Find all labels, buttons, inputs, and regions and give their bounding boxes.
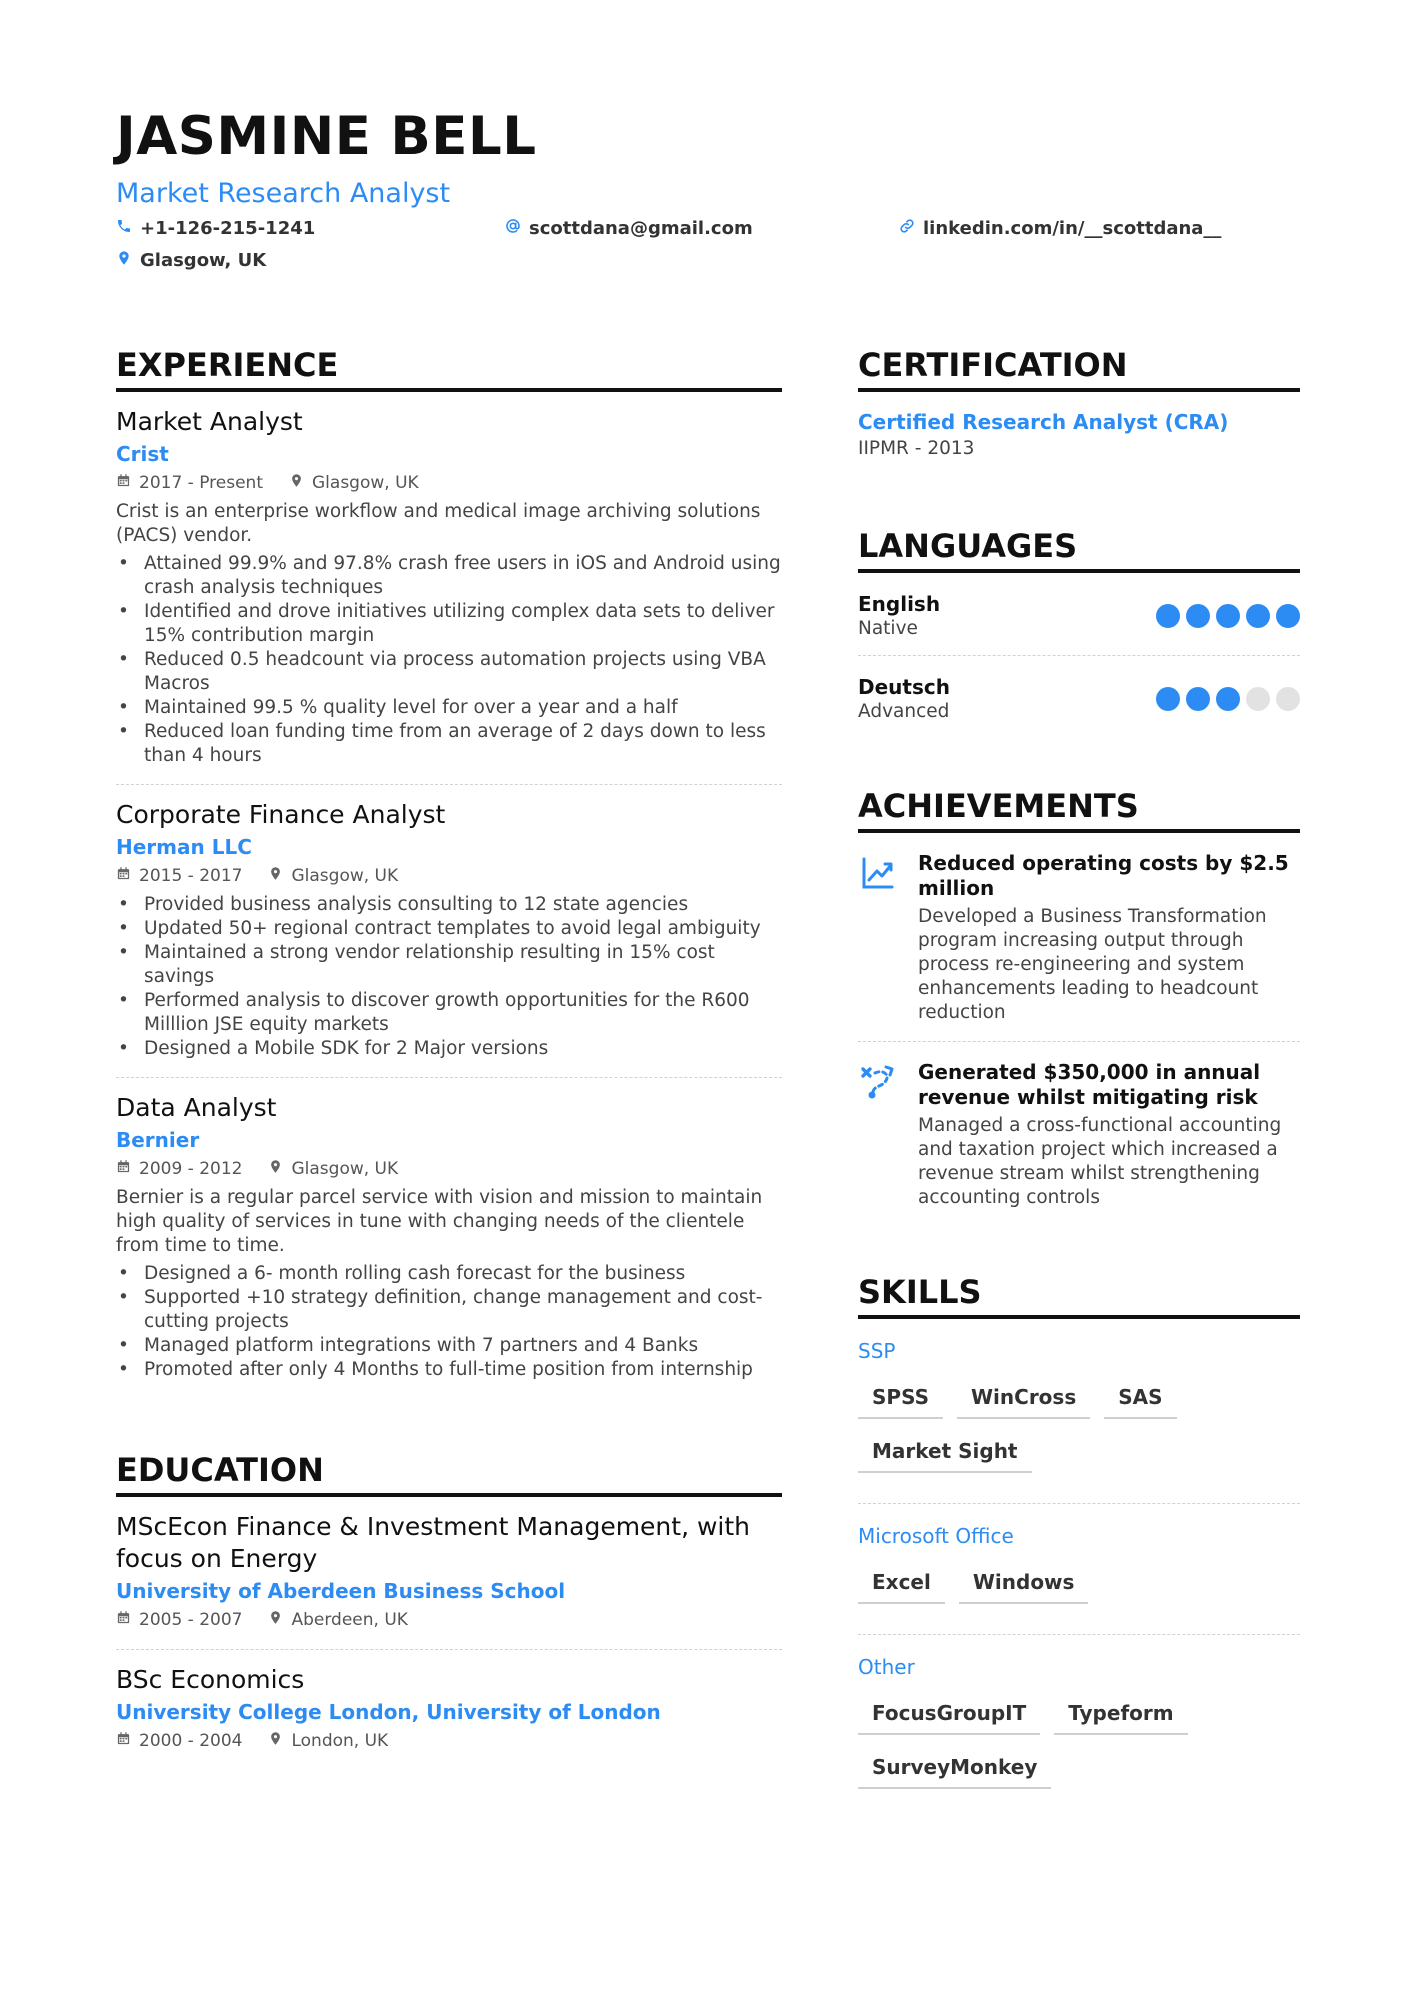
language-level: Native [858,618,918,639]
job-location: Glasgow, UK [312,473,419,493]
skills-heading: SKILLS [858,1272,1300,1319]
bullet-item: • Managed platform integrations with 7 partners and 4 Banks [116,1334,782,1358]
experience-item [116,785,782,1078]
location-pin-icon [268,863,283,889]
language-item [858,573,1300,656]
bullet-item: • Updated 50+ regional contract templates to avoid legal ambiguity [116,917,782,941]
skill-group [858,1635,1300,1819]
education-dates: 2000 - 2004 [139,1731,243,1751]
job-title: Market Analyst [116,407,303,436]
rating-dot-empty [1246,687,1270,711]
experience-heading: EXPERIENCE [116,345,782,392]
bullet-item: • Reduced 0.5 headcount via process automation projects using VBA Macros [116,648,782,696]
achievement-description: Developed a Business Transformation program increasing output through process re-engineering and system enhancements leading to headcount reduction [918,906,1267,1023]
language-rating [1156,687,1300,711]
skill-tags [858,1562,1300,1616]
candidate-name: JASMINE BELL [116,106,537,167]
skill-tag: Typeform [1054,1693,1187,1735]
phone-icon [116,218,132,239]
skill-tag: SurveyMonkey [858,1747,1051,1789]
bullet-item: • Maintained 99.5 % quality level for over a year and a half [116,696,782,720]
rating-dot-filled [1156,687,1180,711]
calendar-icon [116,470,131,496]
education-item [116,1497,782,1650]
job-dates: 2017 - Present [139,473,263,493]
language-name: English [858,592,941,616]
location-pin-icon [268,1156,283,1182]
job-dates: 2009 - 2012 [139,1159,243,1179]
job-bullets [116,893,782,1061]
skill-tags [858,1377,1300,1485]
degree-title: MScEcon Finance & Investment Management, with focus on Energy [116,1512,751,1573]
skill-tags [858,1693,1300,1801]
degree-title: BSc Economics [116,1665,305,1694]
job-location: Glasgow, UK [291,1159,399,1179]
experience-item [116,1078,782,1398]
education-meta [116,1607,782,1633]
bullet-item: • Identified and drove initiatives utilizing complex data sets to deliver 15% contribution margin [116,600,782,648]
linkedin-text: linkedin.com/in/__scottdana__ [923,218,1222,239]
achievement-item [858,1042,1300,1226]
calendar-icon [116,1728,131,1754]
skill-tag: Excel [858,1562,945,1604]
education-item [116,1650,782,1770]
education-dates: 2005 - 2007 [139,1610,243,1630]
achievements-heading: ACHIEVEMENTS [858,786,1300,833]
skill-category: SSP [858,1339,896,1363]
experience-item [116,392,782,785]
skill-tag: WinCross [957,1377,1090,1419]
location-pin-icon [289,470,304,496]
bullet-item: • Supported +10 strategy definition, change management and cost-cutting projects [116,1286,782,1334]
location-text: Glasgow, UK [140,250,267,271]
location-pin-icon [268,1607,283,1633]
company-description: Bernier is a regular parcel service with vision and mission to maintain high quality of services in tune with changing needs of the clientele from time to time. [116,1187,763,1256]
left-column [116,345,782,1770]
email-text: scottdana@gmail.com [529,218,753,239]
candidate-title: Market Research Analyst [116,178,451,209]
achievement-title: Generated $350,000 in annual revenue whilst mitigating risk [918,1060,1261,1109]
job-meta [116,863,782,889]
at-icon [505,218,521,239]
bullet-item: • Reduced loan funding time from an average of 2 days down to less than 4 hours [116,720,782,768]
skill-tag: Market Sight [858,1431,1032,1473]
phone-text: +1-126-215-1241 [140,218,316,239]
link-icon [899,218,915,239]
rating-dot-filled [1246,604,1270,628]
contact-location [116,250,266,271]
bullet-item: • Maintained a strong vendor relationship resulting in 15% cost savings [116,941,782,989]
company-description: Crist is an enterprise workflow and medical image archiving solutions (PACS) vendor. [116,501,761,546]
education-heading: EDUCATION [116,1450,782,1497]
bullet-item: • Provided business analysis consulting to 12 state agencies [116,893,782,917]
school-name: University College London, University of London [116,1700,661,1724]
skill-category: Other [858,1655,915,1679]
education-location: London, UK [291,1731,389,1751]
skill-group [858,1319,1300,1504]
job-dates: 2015 - 2017 [139,866,243,886]
skill-tag: FocusGroupIT [858,1693,1040,1735]
job-meta [116,1156,782,1182]
achievement-title: Reduced operating costs by $2.5 million [918,851,1289,900]
job-meta [116,470,782,496]
rating-dot-filled [1186,604,1210,628]
language-rating [1156,604,1300,628]
achievement-description: Managed a cross-functional accounting and taxation project which increased a revenue stream whilst strengthening accounting controls [918,1115,1282,1208]
bullet-item: • Attained 99.9% and 97.8% crash free users in iOS and Android using crash analysis techniques [116,552,782,600]
calendar-icon [116,1607,131,1633]
company-name: Herman LLC [116,835,252,859]
certification-heading: CERTIFICATION [858,345,1300,392]
contact-info [116,218,1306,288]
company-name: Crist [116,442,169,466]
languages-heading: LANGUAGES [858,526,1300,573]
bullet-item: • Promoted after only 4 Months to full-time position from internship [116,1358,782,1382]
education-location: Aberdeen, UK [291,1610,408,1630]
contact-phone [116,218,315,239]
skill-tag: SAS [1104,1377,1176,1419]
location-pin-icon [268,1728,283,1754]
certification-name: Certified Research Analyst (CRA) [858,410,1229,434]
rating-dot-filled [1216,604,1240,628]
skill-category: Microsoft Office [858,1524,1014,1548]
job-title: Data Analyst [116,1093,277,1122]
route-icon [858,1060,904,1210]
certification-issuer: IIPMR - 2013 [858,438,975,459]
job-title: Corporate Finance Analyst [116,800,446,829]
skill-group [858,1504,1300,1635]
certification-item [858,392,1300,462]
calendar-icon [116,863,131,889]
bullet-item: • Designed a 6- month rolling cash forecast for the business [116,1262,782,1286]
school-name: University of Aberdeen Business School [116,1579,566,1603]
skill-tag: Windows [959,1562,1089,1604]
education-meta [116,1728,782,1754]
skill-tag: SPSS [858,1377,943,1419]
company-name: Bernier [116,1128,200,1152]
contact-linkedin[interactable] [899,218,1221,239]
trending-up-icon [858,851,904,1025]
rating-dot-filled [1276,604,1300,628]
rating-dot-filled [1186,687,1210,711]
job-bullets [116,552,782,768]
rating-dot-filled [1156,604,1180,628]
calendar-icon [116,1156,131,1182]
job-bullets [116,1262,782,1382]
rating-dot-empty [1276,687,1300,711]
bullet-item: • Designed a Mobile SDK for 2 Major versions [116,1037,782,1061]
job-location: Glasgow, UK [291,866,399,886]
achievement-item [858,833,1300,1042]
rating-dot-filled [1216,687,1240,711]
language-name: Deutsch [858,675,950,699]
contact-email[interactable] [505,218,753,239]
language-level: Advanced [858,701,950,722]
language-item [858,656,1300,738]
location-pin-icon [116,250,132,271]
resume-header [116,104,1306,288]
bullet-item: • Performed analysis to discover growth opportunities for the R600 Milllion JSE equity markets [116,989,782,1037]
right-column [858,345,1300,1819]
